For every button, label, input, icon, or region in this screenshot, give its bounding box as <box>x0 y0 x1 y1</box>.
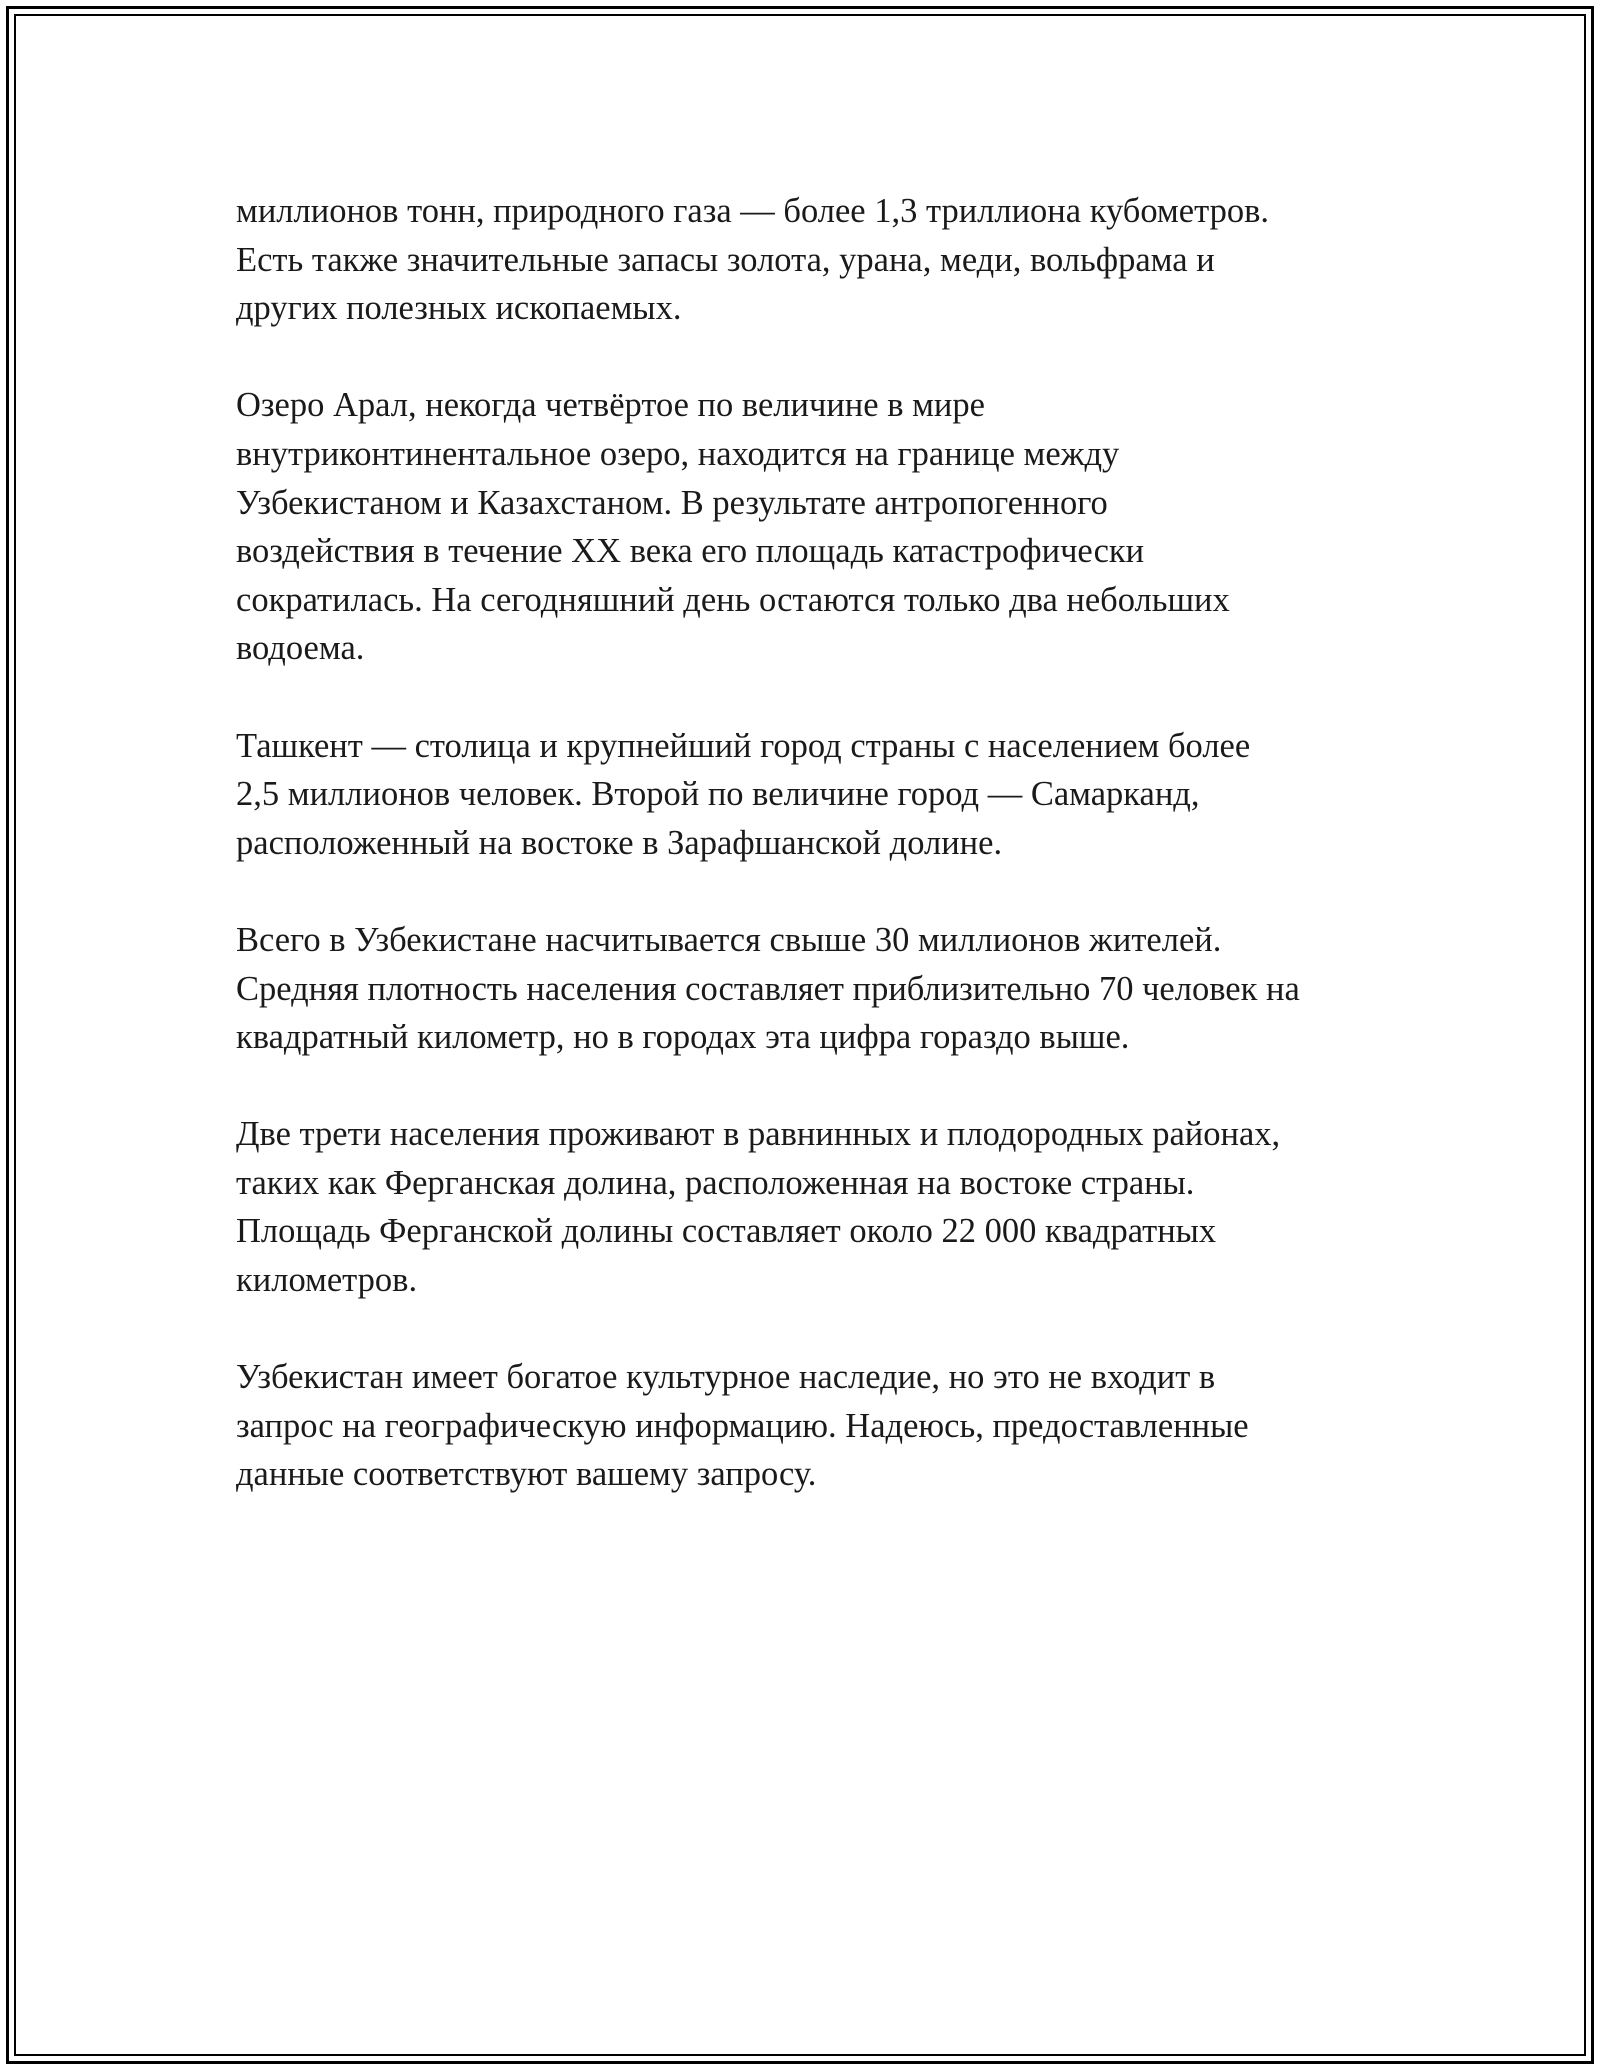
text-line: 2,5 миллионов человек. Второй по величине город — Самарканд, <box>236 775 1200 814</box>
text-line: других полезных ископаемых. <box>236 289 682 328</box>
text-line: внутриконтинентальное озеро, находится на границе между <box>236 434 1120 473</box>
paragraph-culture <box>236 1353 1396 1499</box>
paragraph-population <box>236 916 1396 1062</box>
paragraph-aral-sea <box>236 381 1396 673</box>
text-line: квадратный километр, но в городах эта цифра гораздо выше. <box>236 1018 1130 1057</box>
text-line: данные соответствуют вашему запросу. <box>236 1455 817 1494</box>
text-line: Узбекистаном и Казахстаном. В результате антропогенного <box>236 483 1108 522</box>
text-line: Озеро Арал, некогда четвёртое по величине в мире <box>236 386 985 425</box>
text-line: воздействия в течение XX века его площадь катастрофически <box>236 532 1145 571</box>
text-line: сократилась. На сегодняшний день остаются только два небольших <box>236 580 1230 619</box>
text-line: Площадь Ферганской долины составляет около 22 000 квадратных <box>236 1212 1217 1251</box>
text-line: расположенный на востоке в Зарафшанской долине. <box>236 823 1003 862</box>
text-line: Средняя плотность населения составляет приблизительно 70 человек на <box>236 969 1300 1008</box>
text-line: Две трети населения проживают в равнинных и плодородных районах, <box>236 1115 1281 1154</box>
text-line: водоема. <box>236 629 365 668</box>
document-body <box>236 187 1396 1548</box>
paragraph-resources <box>236 187 1396 333</box>
paragraph-tashkent <box>236 722 1396 868</box>
text-line: миллионов тонн, природного газа — более 1,3 триллиона кубометров. <box>236 192 1269 230</box>
text-line: запрос на географическую информацию. Надеюсь, предоставленные <box>236 1406 1249 1445</box>
paragraph-fergana <box>236 1110 1396 1304</box>
text-line: Ташкент — столица и крупнейший город страны с населением более <box>236 726 1251 765</box>
text-line: километров. <box>236 1261 418 1300</box>
text-line: Всего в Узбекистане насчитывается свыше 30 миллионов жителей. <box>236 920 1222 959</box>
text-line: Узбекистан имеет богатое культурное наследие, но это не входит в <box>236 1358 1216 1397</box>
text-line: Есть также значительные запасы золота, урана, меди, вольфрама и <box>236 240 1215 279</box>
text-line: таких как Ферганская долина, расположенная на востоке страны. <box>236 1163 1195 1202</box>
